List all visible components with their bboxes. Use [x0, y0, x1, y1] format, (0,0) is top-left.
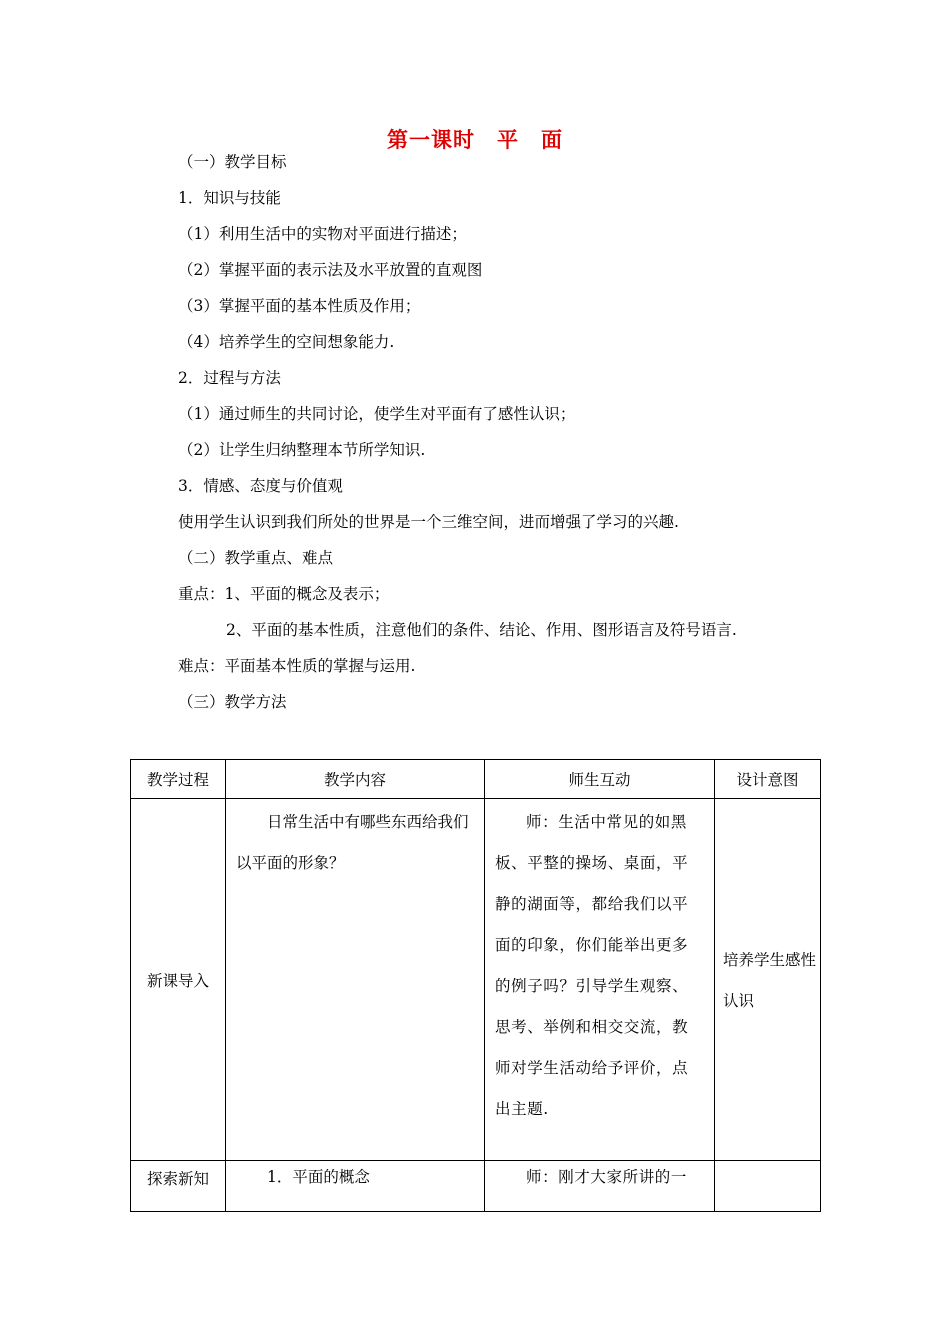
difficulty-item: 难点：平面基本性质的掌握与运用. [178, 657, 416, 675]
objective-item: （3）掌握平面的基本性质及作用； [178, 297, 421, 315]
stage-cell: 探索新知 [131, 1161, 226, 1212]
header-cell-interaction: 师生互动 [485, 760, 715, 799]
subsection-knowledge-skills: 1．知识与技能 [178, 189, 281, 207]
interaction-cell [485, 1161, 715, 1212]
interaction-text: 师：刚才大家所讲的一 [526, 1168, 688, 1186]
interaction-cell [485, 799, 715, 1161]
content-cell [226, 799, 485, 1161]
intent-cell [715, 1161, 821, 1212]
page-title: 第一课时 平 面 [387, 128, 563, 152]
objective-item: （2）掌握平面的表示法及水平放置的直观图 [178, 261, 483, 279]
table-row [131, 799, 821, 1161]
interaction-text: 师：生活中常见的如黑板、平整的操场、桌面，平静的湖面等，都给我们以平面的印象，你们能举出更多的例子吗？引导学生观察、思考、举例和相交交流，教师对学生活动给予评价，点出主题. [495, 813, 689, 1118]
intent-text: 培养学生感性认识 [723, 951, 817, 1010]
table-header-row [131, 760, 821, 799]
objective-item: 使用学生认识到我们所处的世界是一个三维空间，进而增强了学习的兴趣. [178, 513, 679, 531]
section-teaching-method: （三）教学方法 [178, 693, 287, 711]
objective-item: （2）让学生归纳整理本节所学知识. [178, 441, 426, 459]
header-cell-content: 教学内容 [226, 760, 485, 799]
section-key-points: （二）教学重点、难点 [178, 549, 334, 567]
stage-cell: 新课导入 [131, 799, 226, 1161]
content-text: 1．平面的概念 [267, 1168, 370, 1186]
objective-item: （4）培养学生的空间想象能力. [178, 333, 395, 351]
intent-cell [715, 799, 821, 1161]
header-cell-intent: 设计意图 [715, 760, 821, 799]
content-cell [226, 1161, 485, 1212]
subsection-emotion-attitude: 3．情感、态度与价值观 [178, 477, 343, 495]
key-point-item: 2、平面的基本性质，注意他们的条件、结论、作用、图形语言及符号语言. [226, 621, 737, 639]
lesson-table [130, 759, 821, 1212]
section-objectives: （一）教学目标 [178, 153, 287, 171]
subsection-process-method: 2．过程与方法 [178, 369, 281, 387]
key-point-item: 重点：1、平面的概念及表示； [178, 585, 390, 603]
objective-item: （1）通过师生的共同讨论，使学生对平面有了感性认识； [178, 405, 576, 423]
table-row [131, 1161, 821, 1212]
objective-item: （1）利用生活中的实物对平面进行描述； [178, 225, 467, 243]
content-text: 日常生活中有哪些东西给我们以平面的形象？ [236, 813, 469, 872]
header-cell-stage: 教学过程 [131, 760, 226, 799]
